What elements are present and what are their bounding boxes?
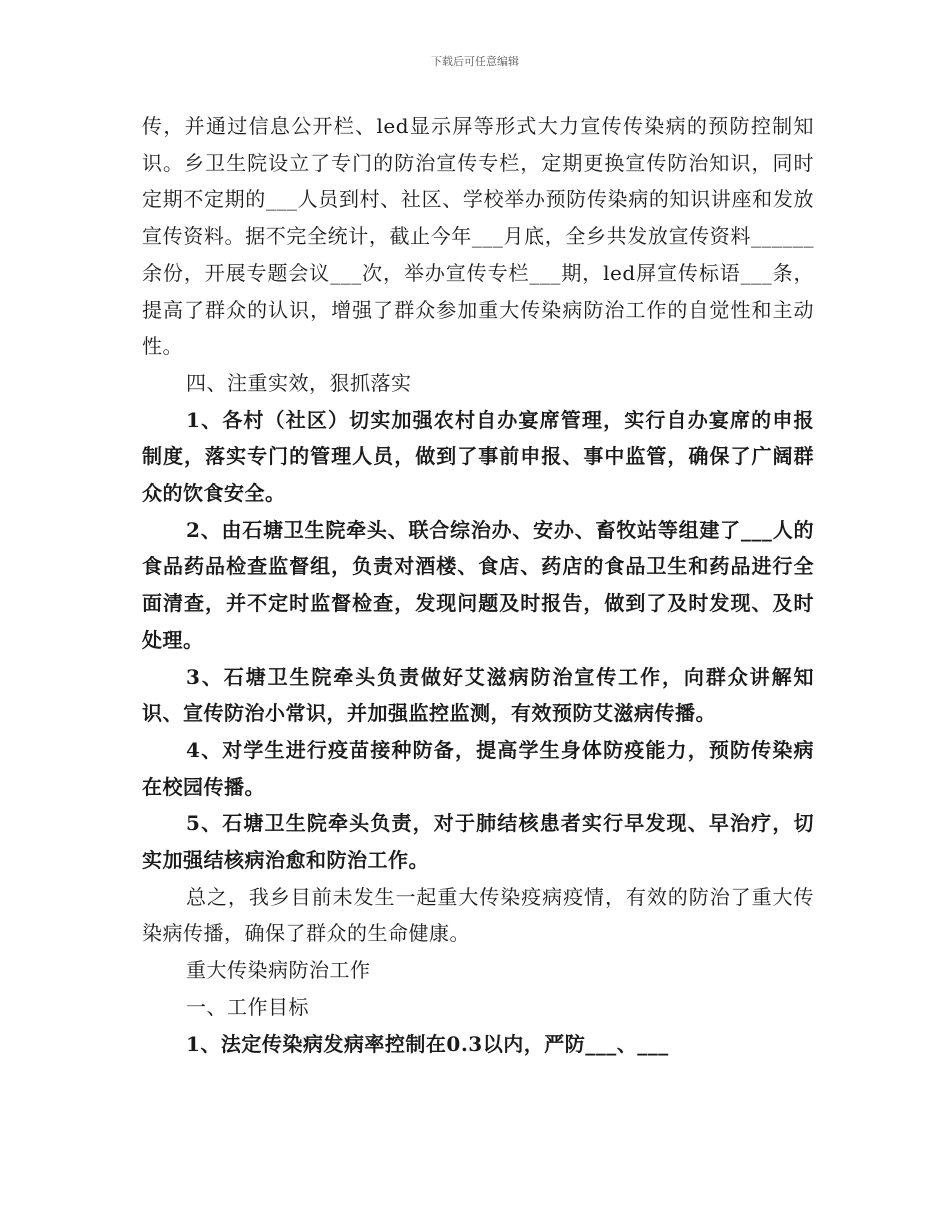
item-4-vaccine: 4、对学生进行疫苗接种防备，提高学生身体防疫能力，预防传染病在校园传播。	[142, 737, 814, 799]
paragraph-summary: 总之，我乡目前未发生一起重大传染疫病疫情，有效的防治了重大传染病传播，确保了群众的生命健康。	[142, 884, 814, 946]
section-heading-4: 四、注重实效，狠抓落实	[186, 370, 412, 395]
item-5-tuberculosis: 5、石塘卫生院牵头负责，对于肺结核患者实行早发现、早治疗，切实加强结核病治愈和防治工作。	[142, 811, 814, 873]
item-3-aids: 3、石塘卫生院牵头负责做好艾滋病防治宣传工作，向群众讲解知识、宣传防治小常识，并加强监控监测，有效预防艾滋病传播。	[142, 664, 814, 726]
document-body	[142, 108, 814, 1062]
goal-item-1: 1、法定传染病发病率控制在0.3以内，严防___、___	[186, 1031, 669, 1056]
document-title: 重大传染病防治工作	[186, 958, 371, 983]
item-2-food-drug: 2、由石塘卫生院牵头、联合综治办、安办、畜牧站等组建了___人的食品药品检查监督组，负责对酒楼、食店、药店的食品卫生和药品进行全面清查，并不定时监督检查，发现问题及时报告，做到了及时发现、及时处理。	[142, 517, 814, 652]
section-heading-1: 一、工作目标	[186, 994, 309, 1019]
item-1-banquet: 1、各村（社区）切实加强农村自办宴席管理，实行自办宴席的申报制度，落实专门的管理人员，做到了事前申报、事中监管，确保了广阔群众的饮食安全。	[142, 407, 814, 506]
paragraph-publicity: 传，并通过信息公开栏、led显示屏等形式大力宣传传染病的预防控制知识。乡卫生院设立了专门的防治宣传专栏，定期更换宣传防治知识，同时定期不定期的___人员到村、社区、学校举办预防传染病的知识讲座和发放宣传资料。据不完全统计，截止今年___月底，全乡共发放宣传资料______余份，开展专题会议___次，举办宣传专栏___期，led屏宣传标语___条，提高了群众的认识，增强了群众参加重大传染病防治工作的自觉性和主动性。	[142, 114, 814, 359]
page-header: 下载后可任意编辑	[431, 55, 519, 68]
